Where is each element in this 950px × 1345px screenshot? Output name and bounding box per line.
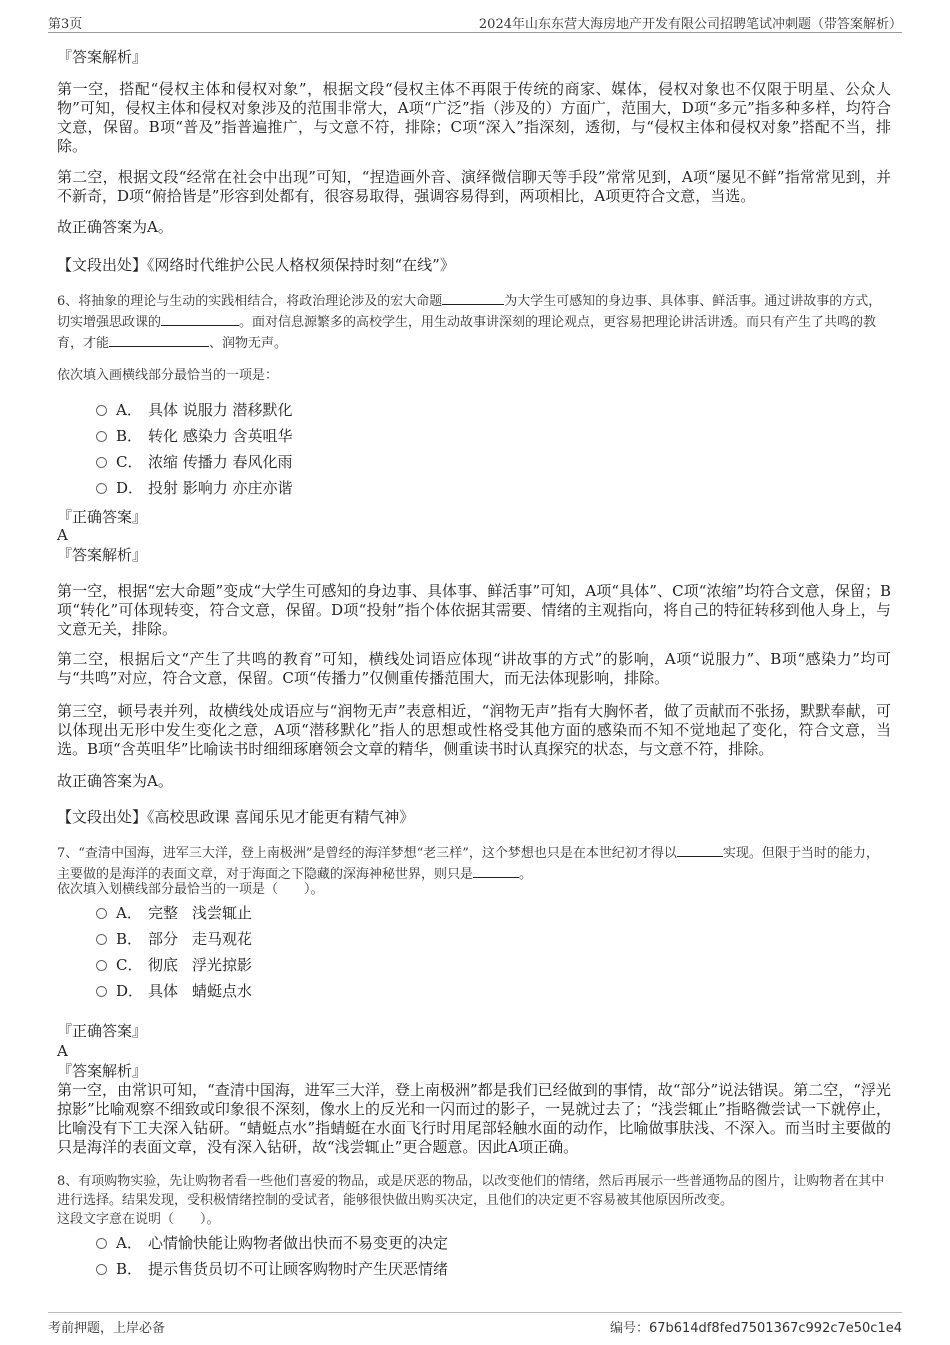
question-6-option-d[interactable]: D． 投射 影响力 亦庄亦谐 xyxy=(96,478,293,498)
radio-icon[interactable] xyxy=(96,457,107,468)
radio-icon[interactable] xyxy=(96,986,107,997)
source-citation: 【文段出处】《网络时代维护公民人格权须保持时刻“在线”》 xyxy=(57,256,455,274)
radio-icon[interactable] xyxy=(96,908,107,919)
answer-blank xyxy=(677,842,723,857)
analysis-paragraph: 第一空，搭配“侵权主体和侵权对象”，根据文段“侵权主体不再限于传统的商家、媒体，侵权对象也不仅限于明星、公众人物”可知，侵权主体和侵权对象涉及的范围非常大，A项“广泛”指（涉及的）方面广，范围大，D项“多元”指多种多样，均符合文意，保留。B项“普及”指普遍推广，与文意不符，排除；C项“深入”指深刻，透彻，与“侵权主体和侵权对象”搭配不当，排除。 xyxy=(57,80,891,155)
document-code: 编号：67b614df8fed7501367c992c7e50c1e4 xyxy=(609,1321,902,1336)
analysis-label: 『答案解析』 xyxy=(57,546,148,564)
question-6-option-b[interactable]: B． 转化 感染力 含英咀华 xyxy=(96,426,293,446)
correct-answer: A xyxy=(57,1042,68,1060)
correct-answer-label: 『正确答案』 xyxy=(57,1022,148,1040)
footer-slogan: 考前押题，上岸必备 xyxy=(48,1321,166,1336)
question-7-stem: 7、“查清中国海，进军三大洋，登上南极洲”是曾经的海洋梦想“老三样”，这个梦想也只是在本世纪初才得以 实现。但限于当时的能力，主要做的是海洋的表面文章，对于海面之下隐藏的深海神秘世界，则只是 。 xyxy=(57,842,891,884)
document-title: 2024年山东东营大海房地产开发有限公司招聘笔试冲刺题（带答案解析） xyxy=(478,17,902,32)
radio-icon[interactable] xyxy=(96,934,107,945)
question-8-option-b[interactable]: B． 提示售货员切不可让顾客购物时产生厌恶情绪 xyxy=(96,1259,448,1279)
source-citation: 【文段出处】《高校思政课 喜闻乐见才能更有精气神》 xyxy=(57,808,415,826)
radio-icon[interactable] xyxy=(96,1238,107,1249)
page-header xyxy=(48,10,902,33)
radio-icon[interactable] xyxy=(96,431,107,442)
analysis-label: 『答案解析』 xyxy=(57,48,148,66)
analysis-paragraph: 第一空，由常识可知，“查清中国海，进军三大洋，登上南极洲”都是我们已经做到的事情，故“部分”说法错误。第二空，“浮光掠影”比喻观察不细致或印象很不深刻，像水上的反光和一闪而过的影子，一晃就过去了；“浅尝辄止”指略微尝试一下就停止，比喻没有下工夫深入钻研。“蜻蜓点水”指蜻蜓在水面飞行时用尾部轻触水面的动作，比喻做事肤浅、不深入。而当时主要做的只是海洋的表面文章，没有深入钻研，故“浅尝辄止”更合题意。因此A项正确。 xyxy=(57,1081,891,1156)
analysis-paragraph: 第二空，根据文段“经常在社会中出现”可知，“捏造画外音、演绎微信聊天等手段”常常见到，A项“屡见不鲜”指常常见到，并不新奇，D项“俯拾皆是”形容到处都有，很容易取得，强调容易得到，两项相比，A项更符合文意，当选。 xyxy=(57,168,891,205)
question-7-option-a[interactable]: A． 完整 浅尝辄止 xyxy=(96,903,252,923)
question-8-option-a[interactable]: A． 心情愉快能让购物者做出快而不易变更的决定 xyxy=(96,1233,448,1253)
question-6-stem: 6、将抽象的理论与生动的实践相结合，将政治理论涉及的宏大命题 为大学生可感知的身边事、具体事、鲜活事。通过讲故事的方式，切实增强思政课的 。面对信息源繁多的高校学生，用生动故事讲深刻的理论观点，更容易把理论讲活讲透。而只有产生了共鸣的教育，才能 、润物无声。 xyxy=(57,290,891,353)
analysis-label: 『答案解析』 xyxy=(57,1062,148,1080)
answer-blank xyxy=(161,311,239,326)
question-7-option-d[interactable]: D． 具体 蜻蜓点水 xyxy=(96,981,252,1001)
question-6-option-c[interactable]: C． 浓缩 传播力 春风化雨 xyxy=(96,452,293,472)
question-8-stem: 8、有项购物实验，先让购物者看一些他们喜爱的物品，或是厌恶的物品，以改变他们的情绪，然后再展示一些普通物品的图片，让购物者在其中进行选择。结果发现，受积极情绪控制的受试者，能够很快做出购买决定，且他们的决定更不容易被其他原因所改变。 xyxy=(57,1174,885,1208)
question-8-prompt: 这段文字意在说明（ ）。 xyxy=(57,1212,220,1227)
radio-icon[interactable] xyxy=(96,405,107,416)
conclusion: 故正确答案为A。 xyxy=(57,218,173,236)
question-7-option-c[interactable]: C． 彻底 浮光掠影 xyxy=(96,955,252,975)
answer-blank xyxy=(109,332,209,347)
page-number: 第3页 xyxy=(48,17,83,32)
question-6-option-a[interactable]: A． 具体 说服力 潜移默化 xyxy=(96,400,293,420)
radio-icon[interactable] xyxy=(96,483,107,494)
answer-blank xyxy=(442,290,504,305)
analysis-paragraph: 第二空，根据后文“产生了共鸣的教育”可知，横线处词语应体现“讲故事的方式”的影响，A项“说服力”、B项“感染力”均可与“共鸣”对应，符合文意，保留。C项“传播力”仅侧重传播范围大，而无法体现影响，排除。 xyxy=(57,650,891,687)
question-7-option-b[interactable]: B． 部分 走马观花 xyxy=(96,929,252,949)
radio-icon[interactable] xyxy=(96,960,107,971)
analysis-paragraph: 第三空，顿号表并列，故横线处成语应与“润物无声”表意相近，“润物无声”指有大胸怀者，做了贡献而不张扬，默默奉献，可以体现出无形中发生变化之意，A项“潜移默化”指人的思想或性格受其他方面的感染而不知不觉地起了变化，符合文意，当选。B项“含英咀华”比喻读书时细细琢磨领会文章的精华，侧重读书时认真探究的状态，与文意不符，排除。 xyxy=(57,702,891,758)
question-6-prompt: 依次填入画横线部分最恰当的一项是： xyxy=(57,368,279,383)
page-footer xyxy=(48,1312,902,1339)
question-7-prompt: 依次填入划横线部分最恰当的一项是（ ）。 xyxy=(57,882,324,897)
conclusion: 故正确答案为A。 xyxy=(57,772,173,790)
correct-answer-label: 『正确答案』 xyxy=(57,508,148,526)
analysis-paragraph: 第一空，根据“宏大命题”变成“大学生可感知的身边事、具体事、鲜活事”可知，A项“具体”、C项“浓缩”均符合文意，保留；B项“转化”可体现转变，符合文意，保留。D项“投射”指个体依据其需要、情绪的主观指向，将自己的特征转移到他人身上，与文意无关，排除。 xyxy=(57,582,891,638)
correct-answer: A xyxy=(57,526,68,544)
answer-blank xyxy=(473,863,519,878)
radio-icon[interactable] xyxy=(96,1264,107,1275)
